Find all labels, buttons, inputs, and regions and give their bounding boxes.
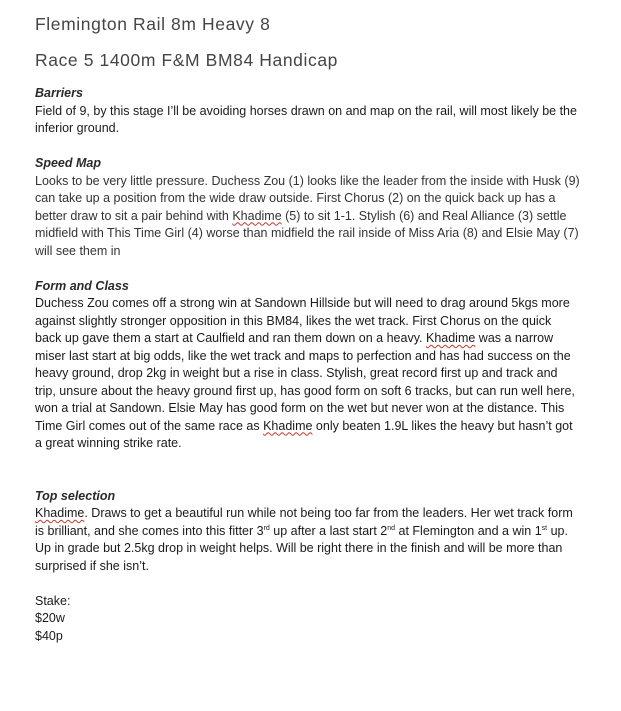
barriers-text: Field of 9, by this stage I’ll be avoiding horses drawn on and map on the rail, will most likely be the inferior ground. <box>35 103 577 135</box>
form-text-c: only beaten 1.9L likes the heavy but hasn’t got a great winning strike rate. <box>35 418 573 450</box>
spacer <box>35 138 580 156</box>
stake-section <box>35 593 580 646</box>
stake-place: $40p <box>35 628 63 643</box>
document-title: Flemington Rail 8m Heavy 8 <box>35 14 271 34</box>
barriers-heading: Barriers <box>35 86 83 100</box>
top-text-3: at Flemington and a win 1 <box>395 523 542 538</box>
speed-map-section <box>35 155 580 260</box>
horse-name-khadime: Khadime <box>232 208 282 223</box>
horse-name-khadime: Khadime <box>425 331 476 345</box>
horse-name-khadime: Khadime <box>35 506 85 520</box>
speed-map-text <box>35 173 580 261</box>
document-page <box>35 12 580 645</box>
top-text-1: . Draws to get a beautiful run while not being too far from the leaders. Her wet track form is brilliant, and she comes into this fitter 3 <box>35 506 573 538</box>
form-text-b: was a narrow miser last start at big odds, like the wet track and maps to perfection and has had success on the heavy ground, drop 2kg in weight but a rise in class. Stylish, great record first up and track and trip, unsure about the heavy ground first up, has good form on soft 6 tracks, but can run well here, won a trial at Sandown. Elsie May has good form on the wet but never won at the distance. This Time Girl comes out of the same race as <box>35 331 575 433</box>
speed-map-text-b: (5) to sit 1-1. Stylish (6) and Real Alliance (3) settle midfield with This Time Girl (4) worse than midfield the rail inside of Miss Aria (8) and Elsie May (7) will see them in <box>35 208 579 258</box>
top-selection-text <box>35 505 580 575</box>
spacer <box>35 470 580 488</box>
top-text-2: up after a last start 2 <box>269 523 388 538</box>
ordinal-suffix: st <box>541 524 548 532</box>
race-title: Race 5 1400m F&M BM84 Handicap <box>35 50 338 70</box>
form-heading: Form and Class <box>35 278 129 293</box>
speed-map-text-a: Looks to be very little pressure. Duchess Zou (1) looks like the leader from the inside with Husk (9) can take up a position from the wide draw outside. First Chorus (2) on the quick back up has a better draw to sit a pair behind with <box>35 173 580 223</box>
spacer <box>35 260 580 278</box>
stake-label: Stake: <box>35 593 71 608</box>
ordinal-suffix: nd <box>387 524 396 532</box>
speed-map-heading: Speed Map <box>35 156 101 170</box>
top-selection-section <box>35 488 580 576</box>
form-section <box>35 278 580 453</box>
barriers-section <box>35 85 580 138</box>
top-selection-heading: Top selection <box>35 488 116 503</box>
ordinal-suffix: rd <box>263 524 270 532</box>
stake-win: $20w <box>35 611 65 625</box>
horse-name-khadime: Khadime <box>263 418 313 433</box>
top-text-4: up. Up in grade but 2.5kg drop in weight helps. Will be right there in the finish and will be more than surprised if she isn’t. <box>35 523 568 573</box>
form-text-a: Duchess Zou comes off a strong win at Sandown Hillside but will need to drag around 5kgs more against slightly stronger opposition in this BM84, likes the wet track. First Chorus on the quick back up gave them a start at Caulfield and ran them down on a heavy. <box>35 296 570 345</box>
form-text <box>35 295 580 453</box>
spacer <box>35 575 580 593</box>
spacer <box>35 453 580 471</box>
